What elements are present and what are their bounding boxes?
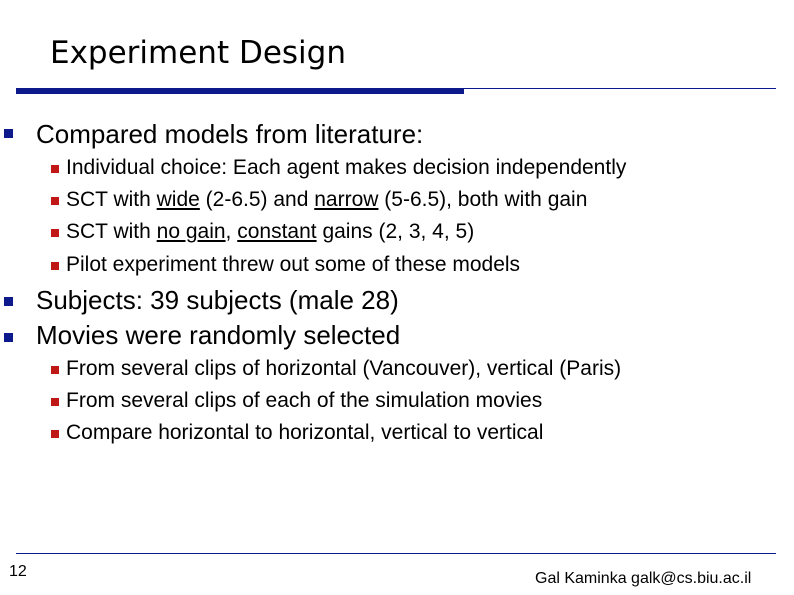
- sub-bullet-square-icon: [51, 262, 59, 270]
- footer-rule: [16, 553, 776, 554]
- bullet-square-icon: [4, 297, 13, 306]
- bullet-subjects: Subjects: 39 subjects (male 28): [36, 285, 399, 315]
- text-segment: gains (2, 3, 4, 5): [316, 220, 475, 243]
- sub-bullet-square-icon: [51, 165, 59, 173]
- underlined-wide: wide: [156, 188, 200, 211]
- underlined-no-gain: no gain: [156, 220, 226, 243]
- underlined-narrow: narrow: [314, 188, 379, 211]
- sub-bullet-pilot-experiment: Pilot experiment threw out some of these models: [66, 253, 521, 276]
- sub-bullet-simulation-movies: From several clips of each of the simulation movies: [66, 389, 543, 412]
- text-segment: (2-6.5) and: [199, 188, 315, 211]
- bullet-square-icon: [4, 333, 13, 342]
- footer-author: Gal Kaminka galk@cs.biu.ac.il: [535, 570, 752, 587]
- sub-bullet-square-icon: [51, 229, 59, 237]
- sub-bullet-square-icon: [51, 366, 59, 374]
- sub-bullet-horizontal-vertical: From several clips of horizontal (Vancouver), vertical (Paris): [66, 357, 622, 380]
- text-segment: SCT with: [66, 188, 157, 211]
- text-segment: ,: [225, 220, 238, 243]
- title-underline-thick: [16, 88, 464, 94]
- bullet-movies: Movies were randomly selected: [36, 320, 401, 350]
- sub-bullet-square-icon: [51, 398, 59, 406]
- sub-bullet-square-icon: [51, 197, 59, 205]
- text-segment: (5-6.5), both with gain: [378, 188, 588, 211]
- slide-title: Experiment Design: [50, 35, 346, 71]
- page-number: 12: [9, 563, 27, 580]
- bullet-compared-models: Compared models from literature:: [36, 119, 424, 149]
- underlined-constant: constant: [237, 220, 317, 243]
- sub-bullet-sct-wide-narrow: [66, 188, 587, 212]
- sub-bullet-compare: Compare horizontal to horizontal, vertical to vertical: [66, 421, 544, 444]
- title-underline-thin: [464, 88, 776, 89]
- sub-bullet-square-icon: [51, 430, 59, 438]
- sub-bullet-individual-choice: Individual choice: Each agent makes decision independently: [66, 156, 627, 179]
- sub-bullet-sct-no-gain: [66, 220, 474, 244]
- text-segment: SCT with: [66, 220, 157, 243]
- bullet-square-icon: [4, 129, 13, 138]
